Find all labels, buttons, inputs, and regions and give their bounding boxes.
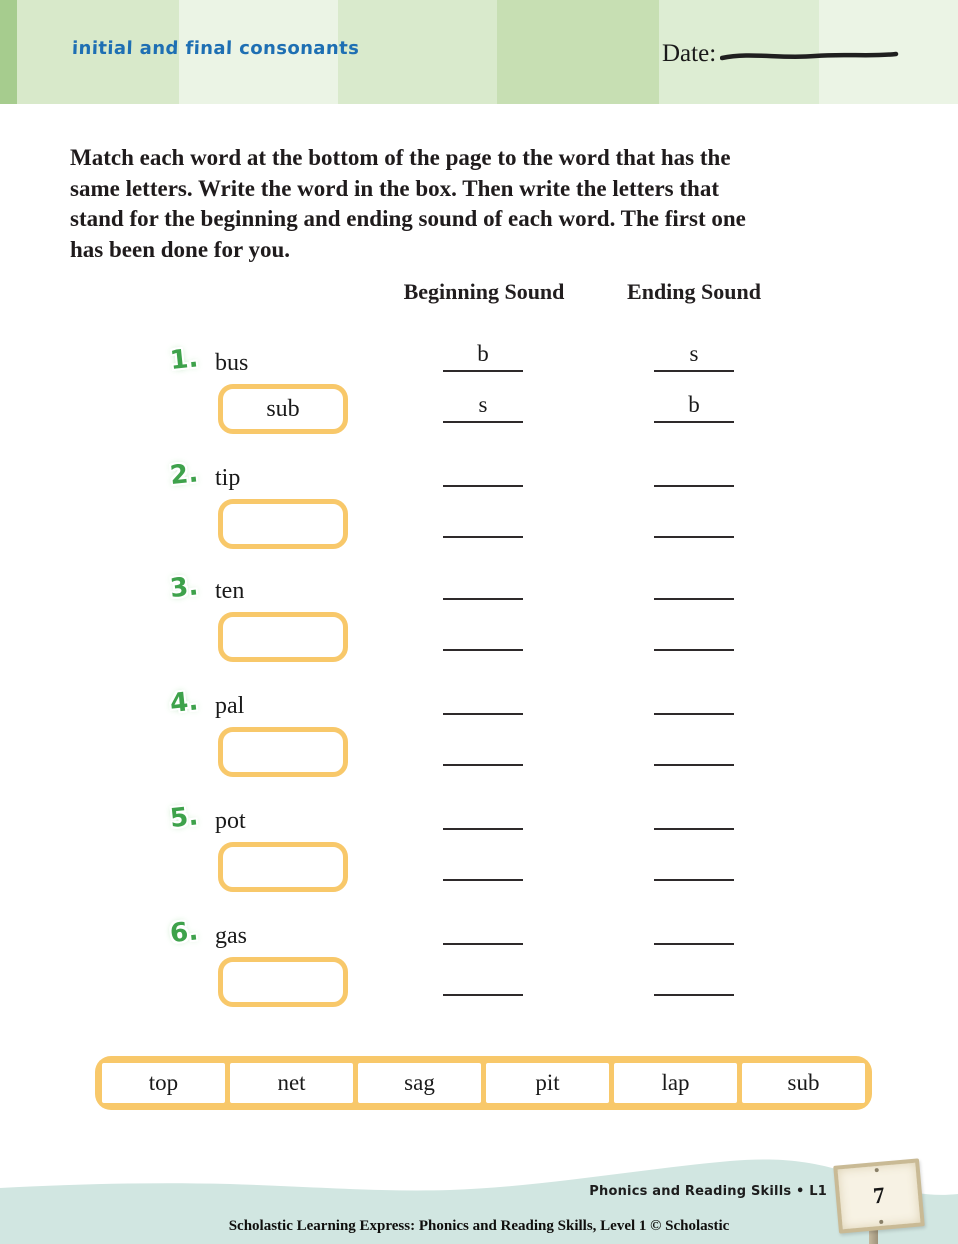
series-label: Phonics and Reading Skills • L1 bbox=[589, 1184, 827, 1199]
ending-sound-line[interactable] bbox=[654, 994, 734, 996]
ending-sound-line[interactable] bbox=[654, 485, 734, 487]
ending-sound-answer bbox=[654, 905, 734, 941]
item-number: 1. bbox=[168, 343, 200, 377]
beginning-sound-line[interactable] bbox=[443, 994, 523, 996]
beginning-sound-answer bbox=[443, 956, 523, 992]
beginning-sound-line[interactable] bbox=[443, 598, 523, 600]
instruction-line: same letters. Write the word in the box. Then write the letters that bbox=[70, 175, 719, 201]
instruction-line: has been done for you. bbox=[70, 236, 291, 262]
beginning-sound-answer: s bbox=[478, 392, 488, 417]
item-word: tip bbox=[215, 465, 241, 491]
beginning-sound-line[interactable] bbox=[443, 536, 523, 538]
beginning-sound-line[interactable] bbox=[443, 764, 523, 766]
beginning-sound-line[interactable] bbox=[443, 649, 523, 651]
ending-sound-line[interactable] bbox=[654, 879, 734, 881]
ending-sound-answer bbox=[654, 956, 734, 992]
beginning-sound-answer bbox=[443, 498, 523, 534]
item-word: pal bbox=[215, 693, 245, 719]
ending-sound-answer bbox=[654, 498, 734, 534]
item-number: 4. bbox=[168, 686, 200, 720]
ending-sound-answer bbox=[654, 447, 734, 483]
header-stripe bbox=[497, 0, 659, 104]
word-bank-word: top bbox=[102, 1063, 225, 1103]
instruction-line: stand for the beginning and ending sound of each word. The first one bbox=[70, 206, 746, 231]
word-bank bbox=[95, 1056, 872, 1110]
column-header-beginning-sound: Beginning Sound bbox=[403, 279, 565, 304]
item-word: bus bbox=[215, 350, 249, 376]
ending-sound-answer bbox=[654, 790, 734, 826]
beginning-sound-answer: b bbox=[477, 341, 489, 366]
copyright-line: Scholastic Learning Express: Phonics and Reading Skills, Level 1 © Scholastic bbox=[228, 1218, 730, 1234]
ending-sound-line[interactable] bbox=[654, 764, 734, 766]
beginning-sound-line[interactable] bbox=[443, 828, 523, 830]
ending-sound-line[interactable] bbox=[654, 943, 734, 945]
beginning-sound-line[interactable] bbox=[443, 421, 523, 423]
word-bank-word: sub bbox=[742, 1063, 865, 1103]
beginning-sound-line[interactable] bbox=[443, 485, 523, 487]
beginning-sound-line[interactable] bbox=[443, 713, 523, 715]
beginning-sound-line[interactable] bbox=[443, 370, 523, 372]
match-word-box[interactable] bbox=[218, 727, 348, 777]
ending-sound-answer: s bbox=[689, 341, 699, 366]
item-number: 5. bbox=[168, 801, 200, 835]
ending-sound-answer bbox=[654, 611, 734, 647]
beginning-sound-answer bbox=[443, 905, 523, 941]
beginning-sound-line[interactable] bbox=[443, 943, 523, 945]
match-word-box[interactable] bbox=[218, 842, 348, 892]
column-header-ending-sound: Ending Sound bbox=[627, 279, 761, 304]
ending-sound-line[interactable] bbox=[654, 421, 734, 423]
ending-sound-line[interactable] bbox=[654, 649, 734, 651]
ending-sound-answer bbox=[654, 560, 734, 596]
header-stripe bbox=[0, 0, 17, 104]
word-bank-word: sag bbox=[358, 1063, 481, 1103]
beginning-sound-answer bbox=[443, 841, 523, 877]
ending-sound-answer bbox=[654, 675, 734, 711]
item-number: 3. bbox=[168, 571, 200, 605]
ending-sound-answer bbox=[654, 726, 734, 762]
match-word-box[interactable] bbox=[218, 957, 348, 1007]
match-word-box[interactable]: sub bbox=[218, 384, 348, 434]
instructions bbox=[70, 143, 910, 265]
beginning-sound-answer bbox=[443, 790, 523, 826]
beginning-sound-answer bbox=[443, 675, 523, 711]
page-title: initial and final consonants bbox=[71, 38, 360, 59]
item-word: pot bbox=[215, 808, 246, 834]
worksheet-item bbox=[0, 916, 958, 1040]
beginning-sound-answer bbox=[443, 560, 523, 596]
word-bank-word: net bbox=[230, 1063, 353, 1103]
nail-icon bbox=[875, 1168, 879, 1172]
item-word: ten bbox=[215, 578, 245, 604]
date-label: Date: bbox=[662, 40, 717, 67]
match-word-box[interactable] bbox=[218, 499, 348, 549]
ending-sound-line[interactable] bbox=[654, 370, 734, 372]
match-word-box[interactable] bbox=[218, 612, 348, 662]
beginning-sound-answer bbox=[443, 611, 523, 647]
item-word: gas bbox=[215, 923, 247, 949]
ending-sound-line[interactable] bbox=[654, 713, 734, 715]
item-number: 6. bbox=[168, 916, 200, 950]
word-bank-word: pit bbox=[486, 1063, 609, 1103]
ending-sound-answer bbox=[654, 841, 734, 877]
ending-sound-answer: b bbox=[688, 392, 700, 417]
ending-sound-line[interactable] bbox=[654, 828, 734, 830]
item-number: 2. bbox=[168, 458, 200, 492]
ending-sound-line[interactable] bbox=[654, 536, 734, 538]
header-stripe bbox=[338, 0, 497, 104]
word-bank-word: lap bbox=[614, 1063, 737, 1103]
instruction-line: Match each word at the bottom of the page to the word that has the bbox=[70, 145, 731, 170]
date-write-line[interactable] bbox=[720, 48, 900, 64]
ending-sound-line[interactable] bbox=[654, 598, 734, 600]
beginning-sound-answer bbox=[443, 726, 523, 762]
beginning-sound-line[interactable] bbox=[443, 879, 523, 881]
beginning-sound-answer bbox=[443, 447, 523, 483]
page-number: 7 bbox=[872, 1182, 886, 1209]
